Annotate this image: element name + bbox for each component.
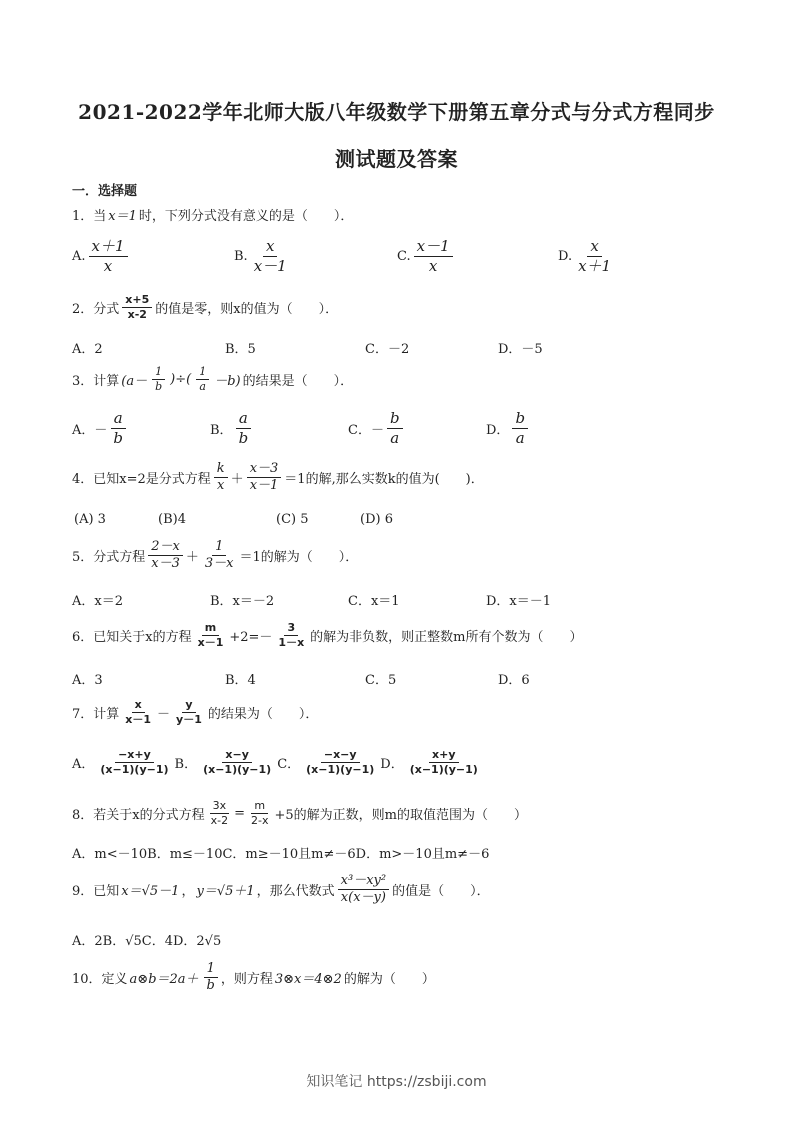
q7-options (72, 749, 484, 776)
q10-equation: 3⊗x＝4⊗2 (274, 972, 342, 988)
q9-options: A．2B．√5C．4D．2√5 (72, 934, 222, 949)
q8-options: A．m<－10B．m≤－10C．m≥－10且m≠－6D．m>－10且m≠－6 (72, 847, 490, 862)
q7-option-b-fraction (200, 749, 274, 776)
q2-fraction (122, 294, 152, 321)
question-8 (72, 800, 527, 827)
q5-option-c: C．x＝1 (348, 594, 400, 609)
fraction (251, 238, 290, 274)
numerator: b (387, 410, 403, 429)
q10-definition: a⊗b＝2a＋ (129, 972, 199, 988)
sign: － (370, 422, 384, 438)
q4-option-a: (A) 3 (74, 512, 106, 527)
denominator: x(x－y) (340, 890, 386, 906)
q8-text: +5的解为正数，则m的取值范围为（ ） (274, 808, 527, 824)
q3-option-d (486, 410, 531, 446)
denominator: a (390, 428, 400, 447)
numerator: 3 (284, 622, 298, 636)
numerator: x－1 (414, 238, 453, 257)
denominator: x－1 (125, 713, 152, 727)
q5-text: 的解为（ ）． (260, 550, 359, 566)
option-label: D. (558, 248, 573, 264)
q3-expr-b: )÷( (170, 372, 192, 388)
question-9 (72, 874, 490, 906)
option-label: B． (210, 422, 233, 438)
denominator: (x−1)(y−1) (100, 763, 169, 777)
q7-option-c-label: C． (277, 757, 301, 773)
page-title-line2: 测试题及答案 (335, 147, 458, 171)
numerator: 1 (212, 540, 226, 556)
q7-fraction-1 (122, 699, 154, 726)
q4-prefix: 4．已知x=2是分式方程 (72, 472, 211, 488)
q5-fraction-1 (148, 540, 183, 572)
q9-fraction (338, 874, 389, 906)
q2-option-a: A．2 (72, 342, 103, 357)
numerator: m (202, 622, 219, 636)
numerator: x+5 (122, 294, 152, 308)
numerator: 3x (210, 800, 230, 814)
q7-prefix: 7．计算 (72, 707, 120, 723)
q1-option-b (234, 238, 293, 274)
denominator: x－3 (151, 556, 180, 572)
numerator: m (251, 800, 268, 814)
q9-middle: ，那么代数式 (256, 884, 335, 900)
q3-fraction-1 (152, 366, 165, 393)
denominator: x＋1 (578, 256, 612, 275)
q6-text: 的解为非负数，则正整数m所有个数为（ ） (310, 630, 583, 646)
q10-prefix: 10．定义 (72, 972, 128, 988)
numerator: y (182, 699, 195, 713)
section-heading: 一．选择题 (72, 184, 138, 199)
q1-condition: x＝1 (108, 209, 137, 224)
denominator: x－1 (249, 478, 279, 494)
fraction (236, 410, 252, 446)
fraction (89, 238, 128, 274)
numerator: a (111, 410, 126, 429)
question-10 (72, 962, 435, 994)
fraction (110, 410, 126, 446)
q7-text: 的结果为（ ）． (207, 707, 319, 723)
q4-text: 的解,那么实数k的值为( )． (305, 472, 484, 488)
option-label: C． (348, 422, 371, 438)
numerator: −x+y (115, 749, 154, 763)
q7-fraction-2 (173, 699, 205, 726)
q6-fraction-1 (195, 622, 227, 649)
numerator: 1 (204, 962, 218, 978)
q6-middle: +2=－ (229, 630, 273, 646)
denominator: (x−1)(y−1) (203, 763, 272, 777)
fraction (512, 410, 528, 446)
q5-prefix: 5．分式方程 (72, 550, 146, 566)
q5-option-a: A．x＝2 (72, 594, 123, 609)
question-7 (72, 699, 318, 726)
q4-option-b: (B)4 (158, 512, 186, 527)
q2-prefix: 2．分式 (72, 302, 120, 318)
numerator: 2－x (148, 540, 183, 556)
question-3 (72, 366, 353, 393)
fraction (387, 410, 403, 446)
q7-option-c-fraction (303, 749, 377, 776)
q7-minus: － (157, 707, 171, 723)
q5-equals: ＝1 (239, 550, 261, 566)
q3-option-b (210, 410, 254, 446)
q1-option-a (72, 238, 131, 274)
denominator: a (515, 428, 525, 447)
numerator: x－3 (247, 462, 282, 478)
denominator: x－1 (253, 256, 287, 275)
question-2 (72, 294, 338, 321)
numerator: 1 (152, 366, 165, 380)
fraction (414, 238, 453, 274)
denominator: y－1 (176, 713, 202, 727)
denominator: 3－x (204, 556, 234, 572)
numerator: x (587, 238, 601, 257)
denominator: b (238, 428, 249, 447)
sign: － (94, 422, 108, 438)
numerator: x (132, 699, 145, 713)
q4-plus: ＋ (230, 472, 244, 488)
q6-option-c: C．5 (365, 673, 397, 688)
q7-option-a-fraction (97, 749, 171, 776)
q6-option-a: A．3 (72, 673, 103, 688)
q4-equals: ＝1 (284, 472, 306, 488)
option-label: B. (234, 248, 248, 264)
denominator: x (103, 256, 113, 275)
option-label: A. (72, 248, 86, 264)
q3-option-a (72, 410, 129, 446)
page-title-line1: 2021-2022学年北师大版八年级数学下册第五章分式与分式方程同步 (78, 100, 715, 124)
footer-watermark: 知识笔记 https://zsbiji.com (306, 1074, 487, 1090)
q10-fraction (204, 962, 218, 994)
q8-prefix: 8．若关于x的分式方程 (72, 808, 205, 824)
q5-option-b: B．x＝－2 (210, 594, 275, 609)
question-4 (72, 462, 484, 494)
q1-option-c (397, 238, 456, 274)
denominator: x-2 (210, 814, 229, 828)
q6-option-d: D．6 (498, 673, 530, 688)
q3-expr-a: (a－ (121, 374, 148, 390)
q3-text: 的结果是（ ）． (242, 374, 354, 390)
option-label: C. (397, 248, 411, 264)
q5-option-d: D．x＝－1 (486, 594, 552, 609)
question-5 (72, 540, 358, 572)
q2-text: 的值是零，则x的值为（ ）． (155, 302, 339, 318)
q1-option-d (558, 238, 617, 274)
denominator: b (206, 978, 215, 994)
numerator: a (236, 410, 251, 429)
denominator: x－1 (197, 636, 224, 650)
q7-option-d-label: D． (380, 757, 404, 773)
q3-expr-c: －b) (214, 374, 241, 390)
numerator: x＋1 (89, 238, 128, 257)
numerator: −x−y (321, 749, 360, 763)
denominator: 1－x (278, 636, 305, 650)
q7-option-d-fraction (407, 749, 481, 776)
numerator: x (263, 238, 277, 257)
q2-option-d: D．－5 (498, 342, 543, 357)
denominator: x (428, 256, 438, 275)
denominator: a (199, 380, 206, 394)
q9-prefix: 9．已知 (72, 884, 120, 900)
denominator: x-2 (127, 308, 147, 322)
question-6 (72, 622, 583, 649)
denominator: 2-x (251, 814, 269, 828)
denominator: (x−1)(y−1) (306, 763, 375, 777)
denominator: (x−1)(y−1) (409, 763, 478, 777)
q4-fraction-2 (247, 462, 282, 494)
q1-text: 时，下列分式没有意义的是（ ）． (138, 209, 354, 224)
q9-text: 的值是（ ）． (392, 884, 490, 900)
q4-option-c: (C) 5 (276, 512, 309, 527)
denominator: b (113, 428, 124, 447)
q3-option-c (348, 410, 406, 446)
q10-middle: ，则方程 (220, 972, 273, 988)
q9-y-expression: y＝√5＋1 (196, 884, 255, 900)
question-1 (72, 205, 353, 224)
q7-option-a-label: A． (72, 757, 95, 773)
q7-option-b-label: B． (174, 757, 198, 773)
q3-fraction-2 (196, 366, 209, 393)
numerator: x+y (429, 749, 458, 763)
denominator: x (217, 478, 225, 494)
q2-option-c: C．－2 (365, 342, 410, 357)
q6-prefix: 6．已知关于x的方程 (72, 630, 192, 646)
q10-text: 的解为（ ） (343, 972, 435, 988)
q1-prefix: 1．当 (72, 209, 107, 224)
numerator: k (214, 462, 228, 478)
q5-fraction-2 (202, 540, 237, 572)
q4-fraction-1 (214, 462, 228, 494)
q3-prefix: 3．计算 (72, 374, 120, 390)
q8-fraction-2 (248, 800, 271, 827)
numerator: x³－xy² (338, 874, 389, 890)
numerator: x−y (222, 749, 251, 763)
option-label: D． (486, 422, 510, 438)
q4-option-d: (D) 6 (360, 512, 393, 527)
q6-fraction-2 (275, 622, 307, 649)
q5-plus: ＋ (185, 550, 199, 566)
q8-equals: = (234, 806, 245, 822)
q9-x-expression: x＝√5－1 (121, 884, 180, 900)
q6-option-b: B．4 (225, 673, 256, 688)
denominator: b (155, 380, 163, 394)
numerator: b (512, 410, 528, 429)
q2-option-b: B．5 (225, 342, 256, 357)
fraction (575, 238, 614, 274)
q8-fraction-1 (208, 800, 231, 827)
option-label: A． (72, 422, 95, 438)
numerator: 1 (196, 366, 209, 380)
q9-comma: ， (181, 884, 195, 900)
